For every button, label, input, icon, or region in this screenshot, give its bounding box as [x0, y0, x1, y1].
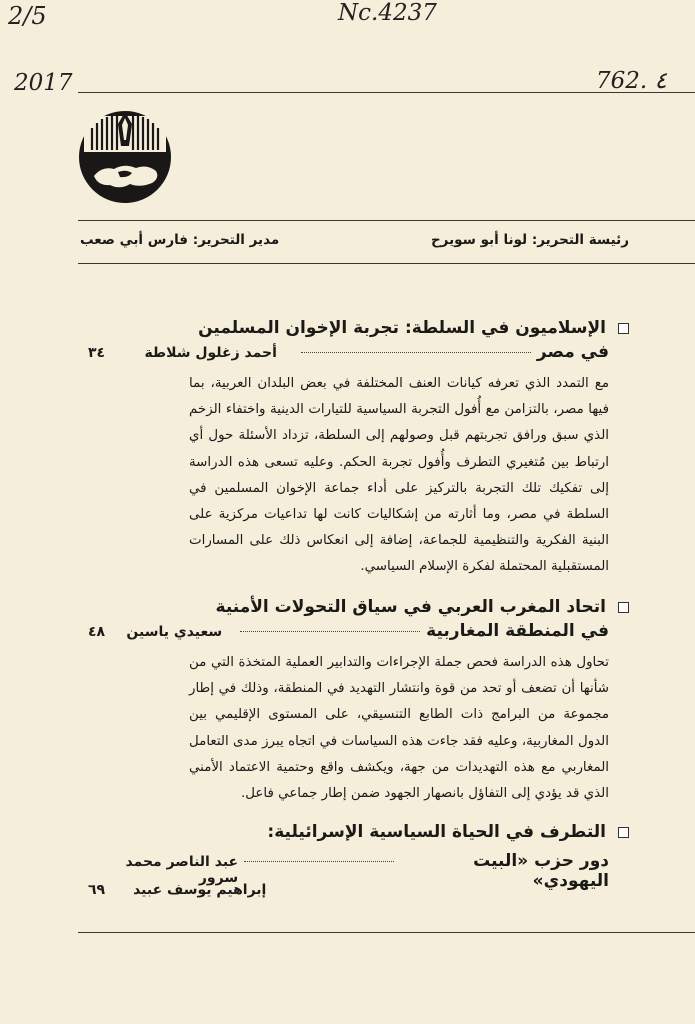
article-title — [216, 597, 629, 617]
handwritten-note-top-center: Nc.4237 — [338, 0, 437, 26]
editors-rule-top — [78, 220, 695, 221]
article-title-line2: في المنطقة المغاربية — [426, 621, 609, 641]
handwritten-note-top-left: 2/5 — [8, 2, 47, 30]
article-author: عبد الناصر محمد سرور — [125, 854, 239, 886]
page-number: ٣٤ — [88, 345, 106, 361]
article-second-author: إبراهيم يوسف عبيد — [133, 882, 267, 898]
handwritten-note-top-right: 762. ٤ — [596, 68, 667, 94]
article-toc-line-secondary — [88, 882, 609, 898]
article-author: أحمد زغلول شلاطة — [144, 345, 277, 361]
article-toc-line — [88, 621, 609, 641]
article-abstract: تحاول هذه الدراسة فحص جملة الإجراءات والتدابير العملية المتخذة التي من شأنها أن تضعف أو تحد من قوة وانتشار التهديد في المنطقة، وذلك في إطار مجموعة من البرامج ذات الطابع التنسيقي، على المستوى الإقليمي بين الدول المغاربية، وعليه فقد جاءت هذه السياسات في اتجاه يبرز مدى التعامل المغاربي مع هذه التهديدات من جهة، ويكشف واقع وحتمية الاعتماد الأمني الذي قد يؤدي إلى التفاؤل بانصهار الجهود ضمن إطار جماعي فاعل. — [189, 655, 609, 802]
article-author: سعيدي ياسين — [126, 624, 223, 640]
article-title-line2: دور حزب «البيت اليهودي» — [473, 851, 609, 891]
page-number: ٤٨ — [88, 624, 106, 640]
article-title-line1: الإسلاميون في السلطة: تجربة الإخوان المسلمين — [198, 318, 606, 338]
page-number: ٦٩ — [88, 882, 106, 898]
article-title-line1: التطرف في الحياة السياسية الإسرائيلية: — [267, 822, 606, 842]
handwritten-year: 2017 — [14, 70, 73, 96]
article-title-line2: في مصر — [536, 342, 609, 362]
top-rule — [78, 92, 695, 93]
checkbox-square-icon — [618, 323, 629, 334]
article-title — [198, 318, 629, 338]
article-title — [267, 822, 629, 842]
editors-rule-bottom — [78, 263, 695, 264]
logo-emblem-icon — [76, 106, 174, 206]
editor-in-chief: رئيسة التحرير: لونا أبو سويرح — [430, 232, 629, 248]
article-toc-line — [88, 342, 609, 362]
bottom-rule — [78, 932, 695, 933]
managing-editor: مدير التحرير: فارس أبي صعب — [80, 232, 280, 248]
leader-dots — [301, 352, 531, 353]
checkbox-square-icon — [618, 827, 629, 838]
article-title-line1: اتحاد المغرب العربي في سياق التحولات الأمنية — [215, 597, 606, 617]
leader-dots — [240, 631, 420, 632]
article-abstract: مع التمدد الذي تعرفه كيانات العنف المختلفة في بعض البلدان العربية، بما فيها مصر، بالتزامن مع أُفول التجربة السياسية للتيارات الدينية واختفاء الزخم الذي سبق ورافق تجربتهم قبل وصولهم إلى السلطة، تزداد الأسئلة حول أي ارتباط بين مُتغيري التطرف وأُفول تجربة الحكم. وعليه تسعى هذه الدراسة إلى تفكيك تلك التجربة بالتركيز على أداء جماعة الإخوان المسلمين في السلطة في مصر، وما أثارته من إشكاليات كانت لها تداعيات مركزية على البنية الفكرية والتنظيمية للجماعة، إضافة إلى انعكاس ذلك على المسارات المستقبلية المحتملة لفكرة الإسلام السياسي. — [189, 376, 609, 575]
publisher-logo — [76, 106, 174, 206]
leader-dots — [244, 861, 394, 862]
checkbox-square-icon — [618, 602, 629, 613]
